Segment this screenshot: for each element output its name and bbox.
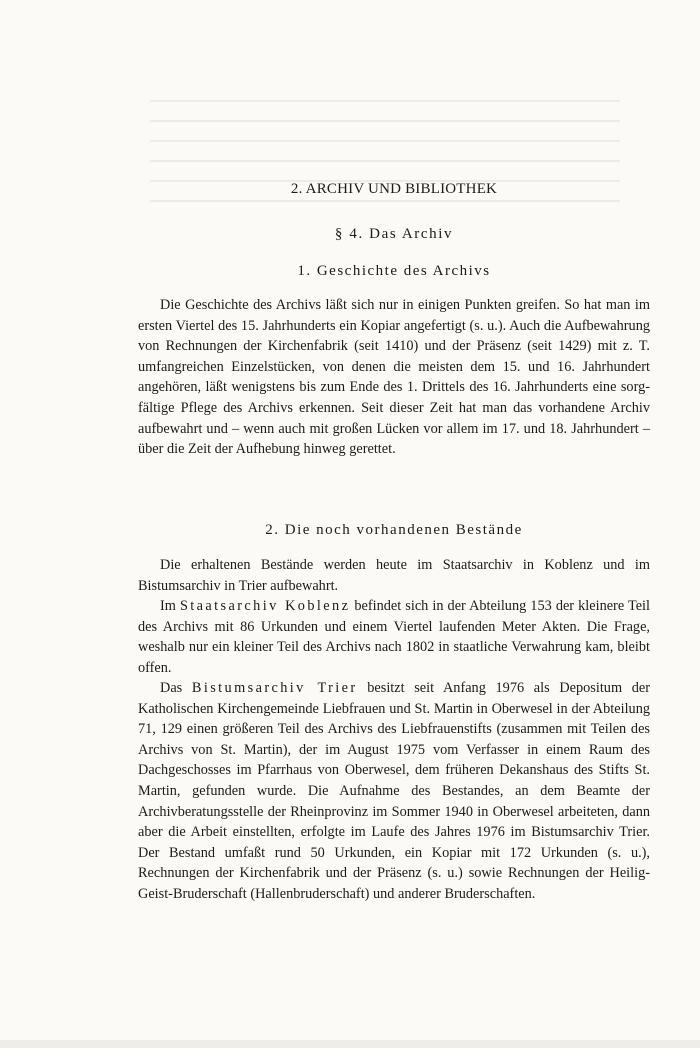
paragraph-history-text: Die Geschichte des Archivs läßt sich nur in einigen Punkten greifen. So hat man im ersten Viertel des 15. Jahrhunderts ein Kopiar angefertigt (s. u.). Auch die Aufbewahrung von Rechnungen der Kirchenfabrik (seit 1410) und der Präsenz (seit 1429) mit z. T. umfangreichen Einzelstücken, von denen die meisten dem 15. und 16. Jahrhundert angehören, läßt wenigstens bis zum Ende des 1. Drittels des 16. Jahrhunderts eine sorgfältige Pflege des Archivs erkennen. Seit dieser Zeit hat man das vorhandene Archiv aufbewahrt und – wenn auch mit großen Lücken vor allem im 17. und 18. Jahrhundert – über die Zeit der Aufhebung hinweg gerettet. (138, 297, 650, 458)
bistumsarchiv-lead: Bistumsarchiv Trier (191, 680, 358, 696)
staatsarchiv-lead: Staatsarchiv Koblenz (179, 598, 351, 614)
subsection-heading-holdings: 2. Die noch vorhandenen Bestände (265, 522, 523, 538)
paragraph-bistumsarchiv-pre: Das (160, 680, 192, 696)
paragraph-staatsarchiv (138, 596, 650, 678)
paragraph-holdings-intro (138, 555, 650, 596)
paragraph-staatsarchiv-pre: Im (160, 598, 180, 614)
chapter-heading: 2. ARCHIV UND BIBLIOTHEK (290, 181, 498, 197)
paragraph-bistumsarchiv (138, 678, 650, 905)
paragraph-staatsarchiv-rest: befindet sich in der Abteilung 153 der kleinere Teil des Archivs mit 86 Urkunden und einem Viertel laufenden Meter Akten. Die Frage, weshalb nur ein kleiner Teil des Archivs nach 1802 in staatliche Verwahrung kam, bleibt offen. (138, 598, 650, 676)
paragraph-bistumsarchiv-text (138, 678, 650, 905)
bleed-through-shadow (150, 100, 620, 220)
paragraph-history (138, 295, 650, 460)
section-heading: § 4. Das Archiv (334, 226, 454, 242)
paragraph-holdings-intro-text: Die erhaltenen Bestände werden heute im Staatsarchiv in Koblenz und im Bistumsarchiv in Trier aufbewahrt. (138, 557, 650, 594)
page-bottom-edge (0, 1040, 700, 1048)
paragraph-staatsarchiv-text (138, 596, 650, 678)
subsection-heading-history: 1. Geschichte des Archivs (297, 263, 491, 279)
paragraph-bistumsarchiv-rest: besitzt seit Anfang 1976 als Depositum der Katholischen Kirchengemeinde Liebfrauen und St. Martin in Oberwesel in der Abteilung 71, 129 einen größeren Teil des Archivs des Liebfrauenstifts (zusammen mit Teilen des Archivs von St. Martin), der im August 1975 vom Verfasser in einem Raum des Dachgeschosses im Pfarrhaus von Oberwesel, dem früheren Dekanshaus des Stifts St. Martin, gefunden wurde. Die Aufnahme des Bestandes, an dem Beamte der Archivberatungsstelle der Rheinprovinz im Sommer 1940 in Oberwesel arbeiteten, dann aber die Arbeit einstellten, erfolgte im Laufe des Jahres 1976 im Bistumsarchiv Trier. Der Bestand umfaßt rund 50 Urkunden, ein Kopiar mit 172 Urkunden (s. u.), Rechnungen der Kirchenfabrik und der Präsenz (s. u.) sowie Rechnungen der Heilig-Geist-Bruderschaft (Hallenbruderschaft) und anderer Bruderschaften. (138, 680, 650, 902)
